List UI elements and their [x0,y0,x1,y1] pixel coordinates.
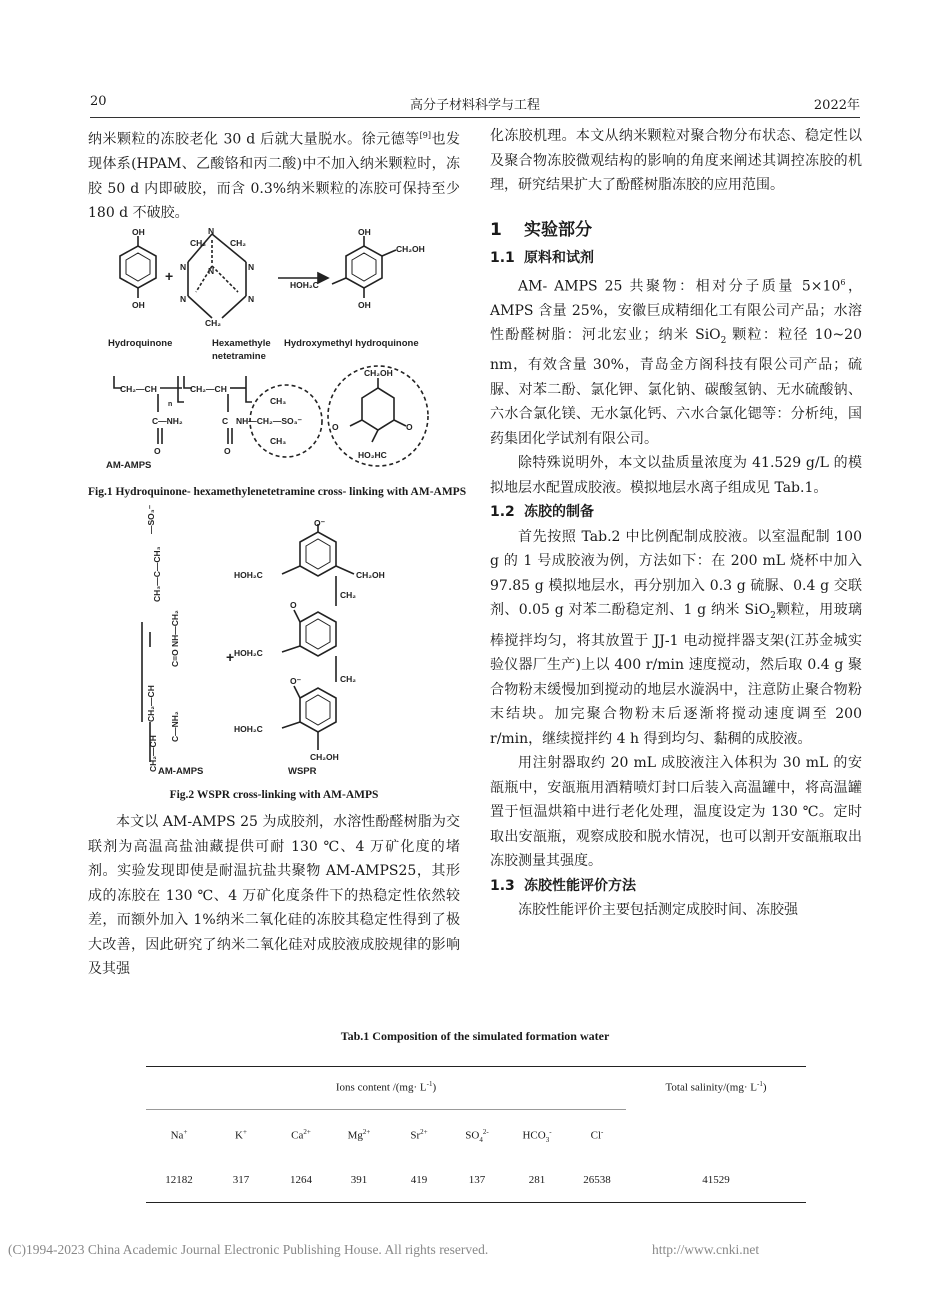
left-top-text-1: 纳米颗粒的冻胶老化 30 d 后就大量脱水。徐元德等 [88,131,420,148]
section-1-3-heading [490,874,862,899]
svg-text:CH₃: CH₃ [270,436,287,446]
total-header-sup: -1 [756,1080,763,1088]
ampoule-paragraph: 用注射器取约 20 mL 成胶液注入体积为 30 mL 的安瓿瓶中，安瓿瓶用酒精喷灯封口后装入高温罐中，将高温罐置于恒温烘箱中进行老化处理，温度设定为 130 ℃。定时取出安瓿瓶，观察成胶和脱水情况，也可以割开安瓿瓶取出冻胶测量其强度。 [490,755,862,870]
issue-year: 2022年 [813,98,860,113]
ion-base: K [235,1129,243,1142]
ion-value-6: 137 [468,1174,486,1186]
fig2-label-wspr: WSPR [288,766,317,777]
prep-text-a: 首先按照 Tab.2 中比例配制成胶液。以室温配制 100 g 的 1 号成胶液为例，方法如下：在 200 mL 烧杯中加入 97.85 g 模拟地层水，再分别加入 0.3 g 硫脲、0.4 g 交联剂、0.05 g 对苯二酚稳定剂、1 g 纳米 SiO [490,528,862,619]
ion-base: Cl [590,1129,602,1142]
fig1-label-amamps: AM-AMPS [106,460,152,471]
ions-header-sup: -1 [426,1080,433,1088]
svg-text:CH₃: CH₃ [270,396,287,406]
svg-text:CH₂OH: CH₂OH [364,368,393,378]
svg-text:n: n [168,401,173,408]
section-1-2-heading [490,500,862,525]
ref-9: [9] [419,131,431,140]
ion-value-5: 419 [410,1174,428,1186]
section-1-1-title: 原料和试剂 [524,250,594,266]
figure-1-caption: Fig.1 Hydroquinone- hexamethylenetetramine cross- linking with AM-AMPS [88,486,467,498]
svg-text:CH₂OH: CH₂OH [310,752,339,762]
svg-text:+: + [165,268,174,284]
svg-text:N: N [208,266,215,276]
svg-text:O⁻: O⁻ [290,676,302,686]
left-top-text-2: 也发现体系(HPAM、乙酸铬和丙二酸)中不加入纳米颗粒时，冻胶 50 d 内即破胶，而含 0.3%纳米颗粒的冻胶可保持至少 180 d 不破胶。 [88,131,460,222]
materials-paragraph [490,271,862,452]
table-sub-rule [146,1109,626,1110]
materials-sub: 2 [720,335,727,346]
svg-text:OH: OH [132,227,145,237]
left-top-paragraph [88,124,460,226]
ion-header-5 [390,1128,448,1142]
hq-ring [120,246,156,288]
svg-text:CH₂—CH: CH₂—CH [148,735,158,772]
svg-text:OH: OH [132,300,145,310]
section-1-1-heading [490,246,862,271]
section-1-3-number: 1.3 [490,877,515,894]
right-column [490,124,862,923]
materials-text-a: AM- AMPS 25 共聚物：相对分子质量 5×10 [518,278,841,295]
ion-sup: 2+ [362,1128,371,1136]
ion-header-2 [212,1128,270,1142]
prep-sub: 2 [770,611,776,622]
evaluation-paragraph: 冻胶性能评价主要包括测定成胶时间、冻胶强 [518,902,798,919]
svg-text:C—NH₂: C—NH₂ [152,416,183,426]
section-1-1-number: 1.1 [490,250,515,266]
ion-value-4: 391 [350,1174,368,1186]
fig2-label-amamps: AM-AMPS [158,766,204,777]
section-1-number: 1 [490,219,502,240]
table-top-rule [146,1066,806,1067]
table-ions-header [146,1080,626,1094]
ion-sup: 2+ [420,1128,428,1136]
ion-base: Na [170,1129,184,1142]
svg-text:CH₂OH: CH₂OH [396,244,425,254]
svg-text:+: + [226,649,235,665]
svg-text:HO₂HC: HO₂HC [358,450,387,460]
svg-text:HOH₂C: HOH₂C [234,570,263,580]
table-total-header [626,1080,806,1094]
page-number: 20 [90,94,107,109]
ion-base: Ca [291,1129,304,1142]
ion-value-1: 12182 [165,1174,193,1186]
svg-text:CH₂OH: CH₂OH [356,570,385,580]
svg-text:O⁻: O⁻ [314,518,326,528]
materials-text-b: ，AMPS 含量 25%，安徽巨成精细化工有限公司产品；水溶性酚醛树脂：河北宏业；纳米 SiO [490,278,862,344]
svg-text:O: O [332,422,339,432]
ion-header-6 [448,1128,506,1144]
ions-header-text: Ions content /(mg· L [335,1081,427,1094]
ion-value-3: 1264 [290,1174,312,1186]
ion-sup: - [601,1128,604,1136]
svg-text:CH₂: CH₂ [340,674,357,684]
svg-text:NH—CH₂—SO₃⁻: NH—CH₂—SO₃⁻ [236,416,303,426]
ion-sup: + [183,1128,188,1136]
ion-header-7 [508,1128,566,1144]
svg-text:N: N [180,294,187,304]
svg-text:C: C [222,416,229,426]
ion-sub: 4 [479,1135,483,1144]
svg-text:CH₂—CH: CH₂—CH [190,384,227,394]
footer-copyright: (C)1994-2023 China Academic Journal Electronic Publishing House. All rights reserved. [8,1242,489,1257]
ion-sup: 2+ [303,1128,311,1136]
materials-text-c: 颗粒：粒径 10~20 nm，有效含量 30%，青岛金方阁科技有限公司产品；硫脲、对苯二酚、氯化钾、氯化钠、碳酸氢钠、无水硫酸钠、六水合氯化镁、无水氯化钙、六水合氯化锶等：分析纯，国药集团化学试剂有限公司。 [490,327,862,447]
table-total-value: 41529 [702,1174,730,1186]
svg-text:HOH₂C: HOH₂C [234,724,263,734]
header-rule [90,117,860,118]
table-bottom-rule [146,1202,806,1203]
left-bottom-text: 本文以 AM-AMPS 25 为成胶剂，水溶性酚醛树脂为交联剂为高温高盐油藏提供可耐 130 ℃、4 万矿化度的堵剂。实验发现即使是耐温抗盐共聚物 AM-AMPS25，其形成的冻胶在 130 ℃、4 万矿化度条件下的热稳定性依然较差，而额外加入 1%纳米二氧化硅的冻胶其稳定性得到了极大改善，因此研究了纳米二氧化硅对成胶液成胶规律的影响及其强 [88,814,460,977]
ion-sup: + [243,1128,247,1136]
water-paragraph: 除特殊说明外，本文以盐质量浓度为 41.529 g/L 的模拟地层水配置成胶液。模拟地层水离子组成见 Tab.1。 [490,455,862,496]
svg-text:CH₂: CH₂ [340,590,357,600]
fig1-label-hmhq: Hydroxymethyl hydroquinone [284,338,419,349]
ion-sup: 2- [482,1128,489,1136]
prep-paragraph [490,525,862,751]
fig1-label-hq: Hydroquinone [108,338,173,349]
ion-header-1 [150,1128,208,1142]
ion-base: Sr [410,1129,421,1142]
total-header-end: ) [762,1081,767,1094]
svg-text:C—NH₂: C—NH₂ [170,711,180,742]
svg-text:—SO₃⁻: —SO₃⁻ [146,504,156,534]
figure-2-scheme [130,504,430,780]
section-1-3-title: 冻胶性能评价方法 [524,877,636,894]
ion-base: HCO [522,1129,546,1142]
svg-text:NH—CH₂: NH—CH₂ [170,610,180,647]
svg-text:O: O [406,422,413,432]
section-1-2-number: 1.2 [490,504,515,521]
ion-value-8: 26538 [583,1174,611,1186]
footer-url[interactable]: http://www.cnki.net [652,1242,760,1257]
right-intro-paragraph: 化冻胶机理。本文从纳米颗粒对聚合物分布状态、稳定性以及聚合物冻胶微观结构的影响的角度来阐述其调控冻胶的机理，研究结果扩大了酚醛树脂冻胶的应用范围。 [490,128,862,193]
ion-base: Mg [347,1129,363,1142]
ion-header-4 [330,1128,388,1142]
ion-value-7: 281 [528,1174,546,1186]
svg-text:HOH₂C: HOH₂C [234,648,263,658]
svg-text:CH₂: CH₂ [190,238,207,248]
svg-text:C=O: C=O [170,649,180,667]
svg-text:HOH₂C: HOH₂C [290,280,319,290]
hmhq-ring [346,246,382,288]
fig1-label-hmta-2: netetramine [212,351,266,362]
svg-text:N: N [248,262,255,272]
materials-sup: 6 [840,277,846,287]
fig1-label-hmta-1: Hexamethyle [212,338,271,349]
total-header-text: Total salinity/(mg· L [665,1081,757,1094]
ion-sub: 3 [545,1135,550,1144]
figure-1-scheme [100,226,460,474]
ion-header-8 [568,1128,626,1142]
ion-value-2: 317 [232,1174,250,1186]
journal-title: 高分子材料科学与工程 [409,98,540,113]
svg-text:OH: OH [358,300,371,310]
svg-text:CH₂: CH₂ [230,238,247,248]
svg-text:CH₂: CH₂ [205,318,222,328]
section-1-title: 实验部分 [524,219,592,240]
svg-text:CH₂—CH: CH₂—CH [120,384,157,394]
svg-text:N: N [248,294,255,304]
ion-sup: - [549,1128,552,1136]
svg-text:N: N [180,262,187,272]
ion-header-3 [272,1128,330,1142]
section-1-2-title: 冻胶的制备 [524,504,594,521]
svg-text:O: O [290,600,297,610]
section-1-heading [490,218,862,243]
ion-base: SO [465,1129,480,1142]
svg-text:CH₂—CH: CH₂—CH [146,685,156,722]
left-bottom-paragraph [88,810,460,982]
svg-text:N: N [208,226,215,236]
figure-2-caption: Fig.2 WSPR cross-linking with AM-AMPS [169,789,379,801]
svg-text:O: O [224,446,231,456]
ions-header-end: ) [432,1081,437,1094]
prep-text-b: 颗粒，用玻璃棒搅拌均匀，将其放置于 JJ-1 电动搅拌器支架(江苏金城实验仪器厂生产)上以 400 r/min 速度搅动，然后取 0.4 g 聚合物粉末缓慢加到搅动的地层水漩涡中，注意防止聚合物粉末结块。加完聚合物粉末后逐渐将搅动速度调至 200 r/min，继续搅拌约 4 h 得到均匀、黏稠的成胶液。 [490,602,863,747]
svg-text:O: O [154,446,161,456]
svg-text:CH₃—C—CH₃: CH₃—C—CH₃ [152,546,162,602]
table-1-title: Tab.1 Composition of the simulated formation water [340,1029,610,1043]
svg-text:OH: OH [358,227,371,237]
